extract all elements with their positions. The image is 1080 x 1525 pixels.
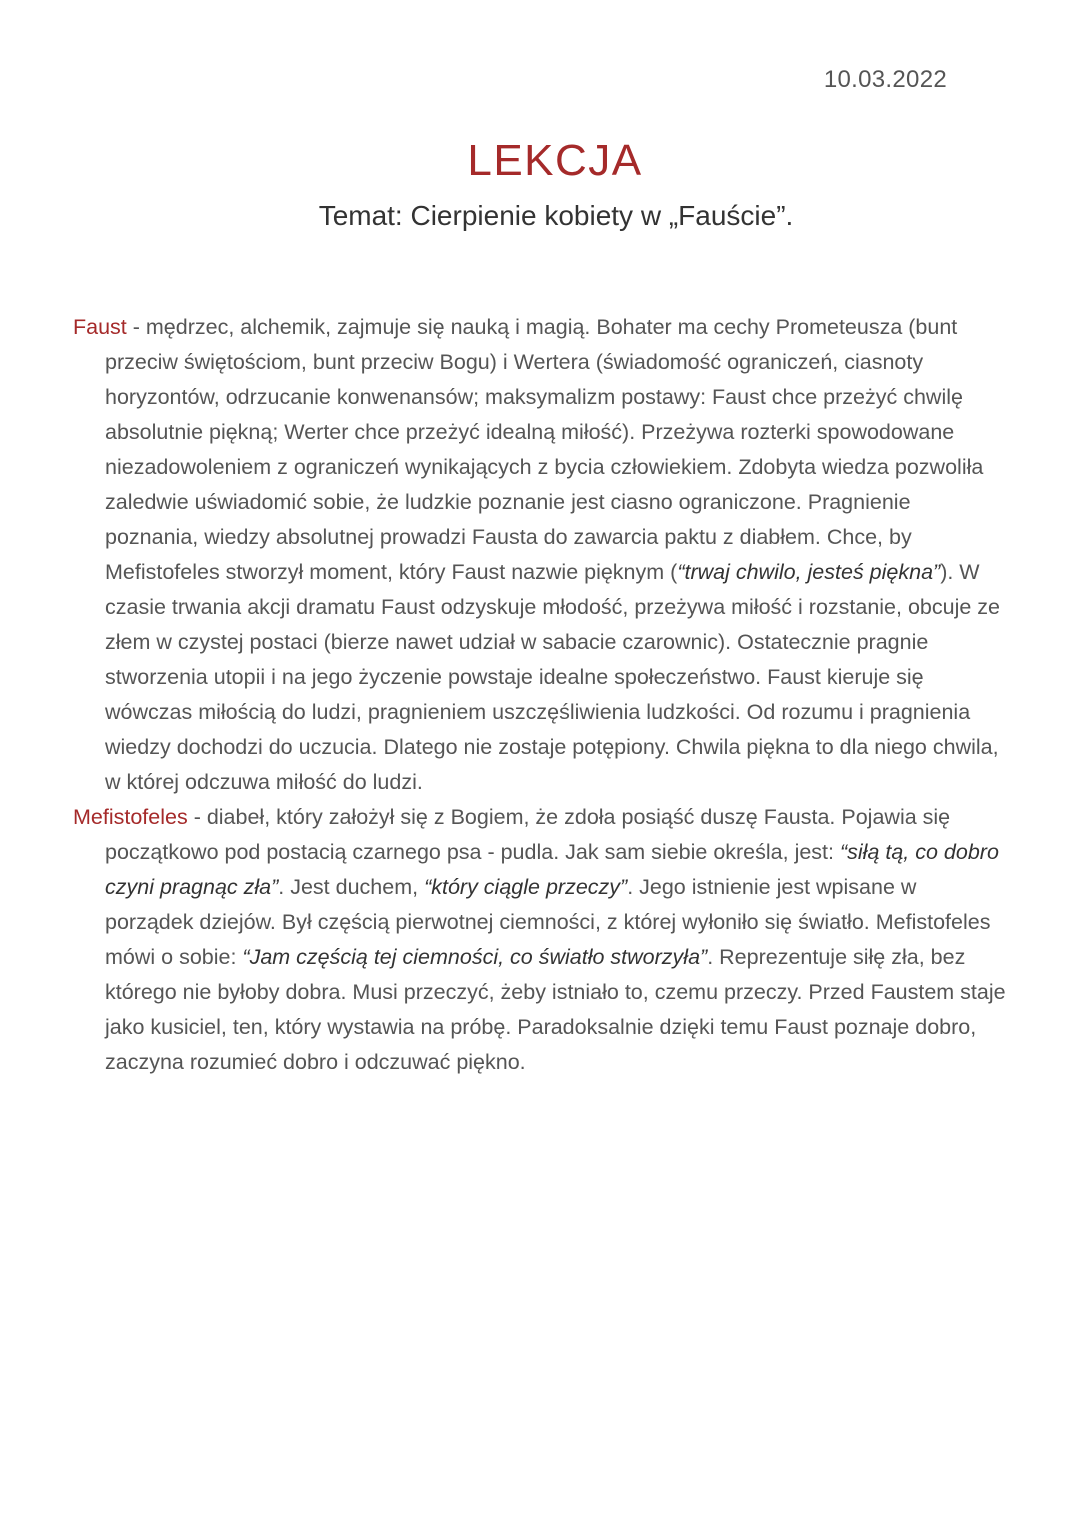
entry-text: ). W czasie trwania akcji dramatu Faust odzyskuje młodość, przeżywa miłość i rozstanie, obcuje ze złem w czystej postaci (bierze nawet udział w sabacie czarownic). Ostatecznie pragnie stworzenia utopii i na jego życzenie powstaje idealne społeczeństwo. Faust kieruje się wówczas miłością do ludzi, pragnieniem uszczęśliwienia ludzkości. Od rozumu i pragnienia wiedzy dochodzi do uczucia. Dlatego nie zostaje potępiony. Chwila piękna to dla niego chwila, w której odczuwa miłość do ludzi. xyxy=(105,560,1001,794)
entry-text: . Reprezentuje siłę zła, bez którego nie byłoby dobra. Musi przeczyć, żeby istniało to, czemu przeczy. Przed Faustem staje jako kusiciel, ten, który wystawia na próbę. Paradoksalnie dzięki temu Faust poznaje dobro, zaczyna rozumieć dobro i odczuwać piękno. xyxy=(105,945,1006,1074)
entry-quote: “trwaj chwilo, jesteś piękna” xyxy=(677,560,941,584)
entry-quote: “który ciągle przeczy” xyxy=(424,875,628,899)
lesson-topic: Temat: Cierpienie kobiety w „Fauście”. xyxy=(318,200,794,231)
entry-quote: “siłą tą, co dobro czyni pragnąc zła” xyxy=(105,840,999,899)
page-title: LEKCJA xyxy=(467,136,643,185)
entry-text: . Jest duchem, xyxy=(278,875,425,899)
entry-term: Faust xyxy=(73,315,127,339)
entry-faust xyxy=(73,310,1008,800)
entry-quote: “Jam częścią tej ciemności, co światło stworzyła” xyxy=(242,945,708,969)
entry-text: . Jego istnienie jest wpisane w porządek dziejów. Był częścią pierwotnej ciemności, z której wyłoniło się światło. Mefistofeles mówi o sobie: xyxy=(105,875,991,969)
entry-term: Mefistofeles xyxy=(73,805,188,829)
entry-text: - diabeł, który założył się z Bogiem, że zdoła posiąść duszę Fausta. Pojawia się początkowo pod postacią czarnego psa - pudla. Jak sam siebie określa, jest: xyxy=(105,805,951,864)
lesson-date: 10.03.2022 xyxy=(823,66,947,93)
notes-content xyxy=(73,310,1008,1080)
entry-text: - mędrzec, alchemik, zajmuje się nauką i magią. Bohater ma cechy Prometeusza (bunt przeciw świętościom, bunt przeciw Bogu) i Wertera (świadomość ograniczeń, ciasnoty horyzontów, odrzucanie konwenansów; maksymalizm postawy: Faust chce przeżyć chwilę absolutnie piękną; Werter chce przeżyć idealną miłość). Przeżywa rozterki spowodowane niezadowoleniem z ograniczeń wynikających z bycia człowiekiem. Zdobyta wiedza pozwoliła zaledwie uświadomić sobie, że ludzkie poznanie jest ciasno ograniczone. Pragnienie poznania, wiedzy absolutnej prowadzi Fausta do zawarcia paktu z diabłem. Chce, by Mefistofeles stworzył moment, który Faust nazwie pięknym ( xyxy=(105,315,984,584)
entry-mefistofeles xyxy=(73,800,1008,1080)
